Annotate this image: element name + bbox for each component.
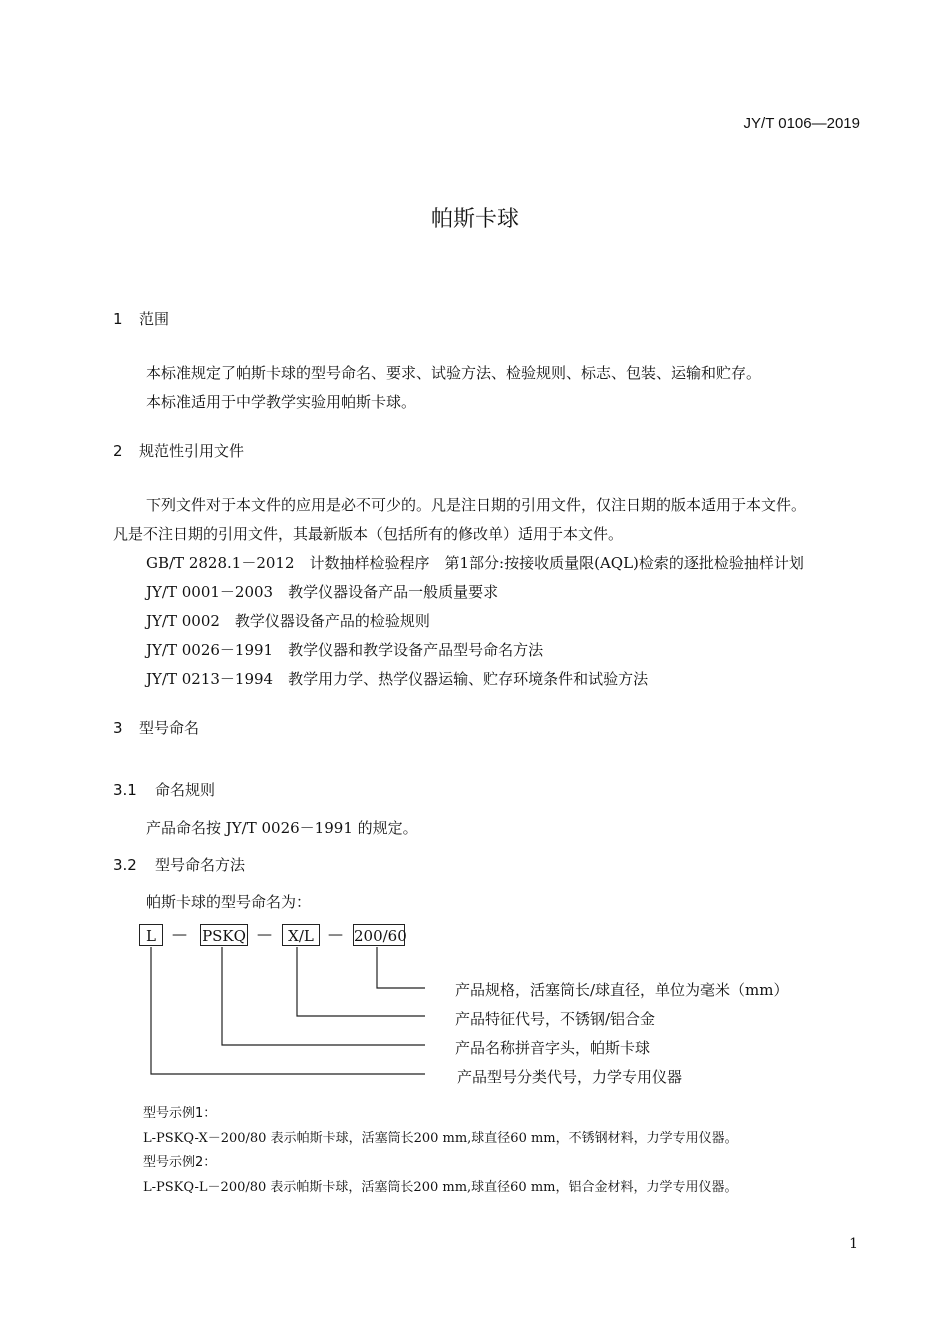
paragraph: 本标准适用于中学教学实验用帕斯卡球。 [146, 393, 417, 411]
section-number: 1 [113, 310, 123, 328]
paragraph: 下列文件对于本文件的应用是必不可少的。凡是注日期的引用文件，仅注日期的版本适用于本文件。 [146, 496, 807, 514]
dash-separator: — [328, 925, 343, 943]
dash-separator: — [257, 925, 272, 943]
standard-code: JY/T 0106—2019 [743, 115, 860, 132]
paragraph: 产品命名按 JY/T 0026－1991 的规定。 [146, 819, 418, 837]
dash-separator: — [172, 925, 187, 943]
model-description: 产品特征代号，不锈钢/铝合金 [455, 1010, 656, 1028]
section-number: 2 [113, 442, 123, 460]
example-label: 型号示例1： [143, 1106, 217, 1121]
model-description: 产品型号分类代号，力学专用仪器 [457, 1068, 683, 1086]
reference-item: GB/T 2828.1－2012 计数抽样检验程序 第1部分:按接收质量限(AQL)检索的逐批检验抽样计划 [146, 554, 804, 572]
model-box-category: L [139, 924, 163, 946]
example-text: L-PSKQ-X－200/80 表示帕斯卡球，活塞筒长200 mm,球直径60 mm，不锈钢材料，力学专用仪器。 [143, 1131, 738, 1146]
model-box-feature: X/L [282, 924, 320, 946]
section-number: 3.2 [113, 856, 137, 874]
reference-item: JY/T 0026－1991 教学仪器和教学设备产品型号命名方法 [146, 641, 544, 659]
page-number: 1 [849, 1236, 858, 1252]
paragraph: 凡是不注日期的引用文件，其最新版本（包括所有的修改单）适用于本文件。 [113, 525, 624, 543]
model-description: 产品名称拼音字头，帕斯卡球 [455, 1039, 651, 1057]
reference-item: JY/T 0002 教学仪器设备产品的检验规则 [146, 612, 430, 630]
section-title: 型号命名 [139, 719, 200, 737]
section-title: 范围 [139, 310, 170, 328]
reference-item: JY/T 0213－1994 教学用力学、热学仪器运输、贮存环境条件和试验方法 [146, 670, 649, 688]
model-box-name: PSKQ [200, 924, 248, 946]
model-description: 产品规格，活塞筒长/球直径，单位为毫米（mm） [455, 981, 789, 999]
example-text: L-PSKQ-L－200/80 表示帕斯卡球，活塞筒长200 mm,球直径60 mm，铝合金材料，力学专用仪器。 [143, 1180, 738, 1195]
model-box-spec: 200/60 [353, 924, 405, 946]
example-label: 型号示例2： [143, 1155, 217, 1170]
paragraph: 帕斯卡球的型号命名为： [146, 893, 312, 911]
section-title: 规范性引用文件 [139, 442, 245, 460]
section-number: 3 [113, 719, 123, 737]
paragraph: 本标准规定了帕斯卡球的型号命名、要求、试验方法、检验规则、标志、包装、运输和贮存。 [146, 364, 762, 382]
section-title: 命名规则 [155, 781, 216, 799]
page-title: 帕斯卡球 [430, 207, 519, 232]
section-number: 3.1 [113, 781, 137, 799]
reference-item: JY/T 0001－2003 教学仪器设备产品一般质量要求 [146, 583, 499, 601]
section-title: 型号命名方法 [155, 856, 246, 874]
